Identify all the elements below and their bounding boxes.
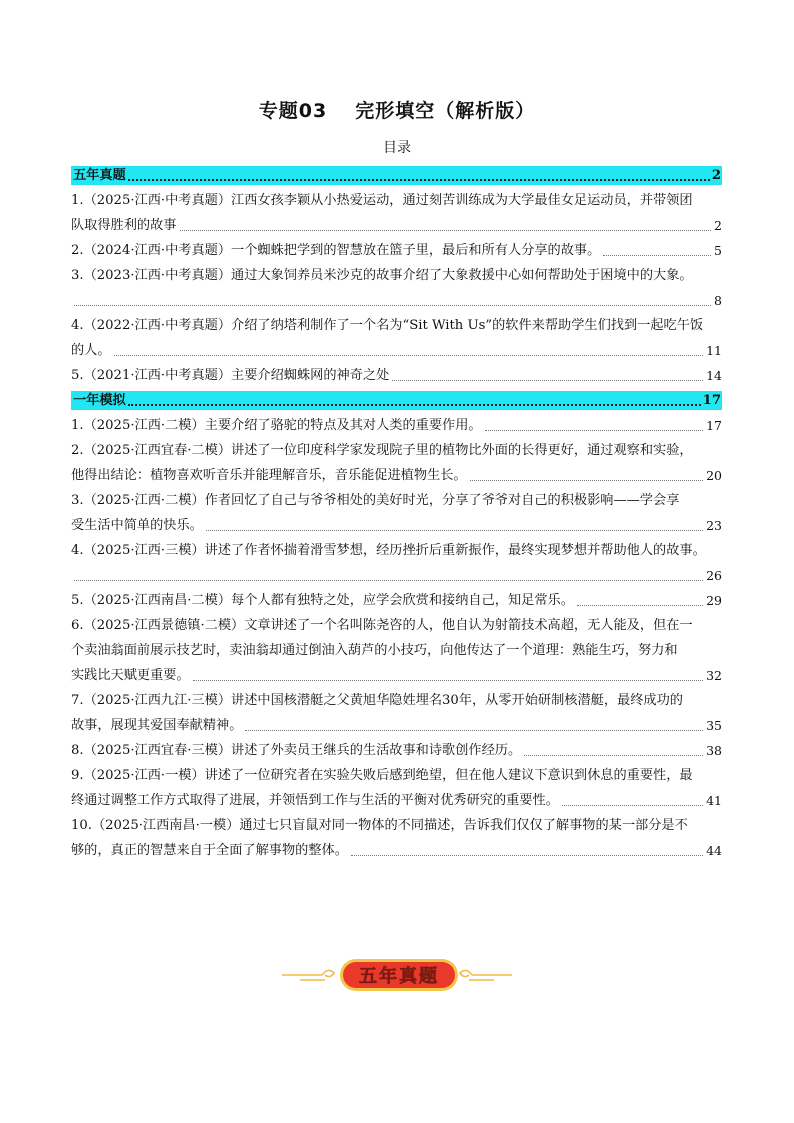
toc-entry-line: [71, 663, 722, 688]
toc-entry-line: [71, 363, 722, 388]
toc-entry-line: [71, 463, 722, 488]
toc-entry-page: 32: [706, 668, 722, 683]
toc-entry-page: 29: [706, 593, 722, 608]
toc-entry-page: 38: [706, 743, 722, 758]
toc-section-label: 一年模拟: [73, 393, 126, 408]
toc-leader: [128, 404, 701, 406]
toc-entry-text: 的人。: [71, 343, 111, 358]
toc-entry[interactable]: [71, 688, 722, 738]
toc-entry-line: [71, 638, 722, 663]
toc-entry-text: 队取得胜利的故事: [71, 218, 177, 233]
toc-entry-line: [71, 838, 722, 863]
toc-entry-page: 26: [706, 568, 722, 583]
toc-entry[interactable]: [71, 188, 722, 238]
toc-entry-line: [71, 538, 722, 563]
toc-entry-text: 3.（2025·江西·二模）作者回忆了自己与爷爷相处的美好时光，分享了爷爷对自己的积极影响——学会享: [71, 493, 680, 508]
toc-entry-line: [71, 438, 722, 463]
toc-leader: [351, 855, 703, 856]
toc-entry-text: 5.（2025·江西南昌·二模）每个人都有独特之处，应学会欣赏和接纳自己，知足常乐。: [71, 593, 574, 608]
toc-entry-text: 3.（2023·江西·中考真题）通过大象饲养员米沙克的故事介绍了大象救援中心如何帮助处于困境中的大象。: [71, 268, 693, 283]
toc-leader: [524, 755, 703, 756]
toc-entry-page: 11: [706, 343, 722, 358]
table-of-contents: [71, 163, 722, 863]
toc-entry-page: 35: [706, 718, 722, 733]
toc-leader: [562, 805, 703, 806]
ribbon-right-ornament: [460, 970, 512, 980]
toc-entry-text: 4.（2025·江西·三模）讲述了作者怀揣着滑雪梦想，经历挫折后重新振作，最终实现梦想并帮助他人的故事。: [71, 543, 706, 558]
toc-entry[interactable]: [71, 738, 722, 763]
toc-entry-line: [71, 563, 722, 588]
toc-entry[interactable]: [71, 538, 722, 588]
toc-entry-text: 6.（2025·江西景德镇·二模）文章讲述了一个名叫陈尧咨的人，他自认为射箭技术高超，无人能及，但在一: [71, 618, 693, 633]
page-title: [0, 96, 794, 123]
ribbon-text: 五年真题: [359, 966, 439, 987]
toc-entry-text: 够的，真正的智慧来自于全面了解事物的整体。: [71, 843, 348, 858]
toc-entry[interactable]: [71, 263, 722, 313]
toc-entry-line: [71, 413, 722, 438]
toc-entry-page: 5: [714, 243, 722, 258]
toc-entry-page: 41: [706, 793, 722, 808]
toc-entry-text: 2.（2024·江西·中考真题）一个蜘蛛把学到的智慧放在篮子里，最后和所有人分享的故事。: [71, 243, 601, 258]
toc-entry-line: [71, 288, 722, 313]
toc-entry[interactable]: [71, 413, 722, 438]
toc-leader: [485, 430, 704, 431]
toc-entry-line: [71, 488, 722, 513]
toc-entry-line: [71, 588, 722, 613]
toc-entry-text: 受生活中简单的快乐。: [71, 518, 203, 533]
toc-leader: [206, 530, 703, 531]
toc-entry-line: [71, 338, 722, 363]
toc-entry-page: 17: [706, 418, 722, 433]
toc-entry-line: [71, 813, 722, 838]
toc-entry-page: 2: [714, 218, 722, 233]
section-ribbon: [0, 955, 794, 995]
toc-entry-line: [71, 213, 722, 238]
toc-entry[interactable]: [71, 438, 722, 488]
toc-entry-text: 2.（2025·江西宜春·二模）讲述了一位印度科学家发现院子里的植物比外面的长得更好，通过观察和实验，: [71, 443, 693, 458]
toc-leader: [392, 380, 703, 381]
toc-section-2[interactable]: [71, 391, 722, 410]
toc-entry-text: 5.（2021·江西·中考真题）主要介绍蜘蛛网的神奇之处: [71, 368, 390, 383]
toc-entry-text: 1.（2025·江西·二模）主要介绍了骆驼的特点及其对人类的重要作用。: [71, 418, 482, 433]
toc-entry-page: 8: [714, 293, 722, 308]
toc-entry-text: 他得出结论：植物喜欢听音乐并能理解音乐，音乐能促进植物生长。: [71, 468, 467, 483]
toc-leader: [180, 230, 712, 231]
toc-entry-line: [71, 188, 722, 213]
toc-leader: [74, 580, 703, 581]
toc-leader: [114, 355, 704, 356]
toc-entry-line: [71, 763, 722, 788]
toc-entry-line: [71, 263, 722, 288]
toc-entry-line: [71, 313, 722, 338]
toc-leader: [245, 730, 703, 731]
toc-entry-page: 44: [706, 843, 722, 858]
toc-entry[interactable]: [71, 363, 722, 388]
toc-leader: [470, 480, 703, 481]
ribbon-left-ornament: [282, 970, 334, 980]
toc-entry-page: 20: [706, 468, 722, 483]
toc-heading: 目录: [383, 140, 411, 156]
toc-entry[interactable]: [71, 238, 722, 263]
toc-entry[interactable]: [71, 488, 722, 538]
toc-entry-text: 故事，展现其爱国奉献精神。: [71, 718, 243, 733]
toc-entry-text: 7.（2025·江西九江·三模）讲述中国核潜艇之父黄旭华隐姓埋名30年，从零开始研制核潜艇，最终成功的: [71, 693, 683, 708]
toc-entry-text: 个卖油翁面前展示技艺时，卖油翁却通过倒油入葫芦的小技巧，向他传达了一个道理：熟能生巧，努力和: [71, 643, 678, 658]
toc-entry-page: 14: [706, 368, 722, 383]
toc-section-page: 17: [702, 393, 721, 408]
toc-entry-text: 9.（2025·江西·一模）讲述了一位研究者在实验失败后感到绝望，但在他人建议下意识到休息的重要性，最: [71, 768, 693, 783]
toc-leader: [193, 680, 703, 681]
toc-entry[interactable]: [71, 588, 722, 613]
toc-section-label: 五年真题: [73, 168, 126, 183]
title-part2: 完形填空（解析版）: [355, 100, 536, 122]
toc-entry-text: 实践比天赋更重要。: [71, 668, 190, 683]
toc-leader: [74, 305, 711, 306]
toc-section-page: 2: [711, 168, 721, 183]
toc-leader: [603, 255, 711, 256]
toc-entry-line: [71, 713, 722, 738]
toc-leader: [128, 179, 710, 181]
toc-entry-text: 4.（2022·江西·中考真题）介绍了纳塔利制作了一个名为“Sit With Us”的软件来帮助学生们找到一起吃午饭: [71, 318, 704, 333]
toc-section-1[interactable]: [71, 166, 722, 185]
toc-entry-text: 8.（2025·江西宜春·三模）讲述了外卖员王继兵的生活故事和诗歌创作经历。: [71, 743, 522, 758]
toc-entry[interactable]: [71, 813, 722, 863]
toc-entry[interactable]: [71, 613, 722, 688]
toc-entry-line: [71, 688, 722, 713]
toc-entry-line: [71, 238, 722, 263]
toc-entry[interactable]: [71, 313, 722, 363]
toc-entry-text: 10.（2025·江西南昌·一模）通过七只盲鼠对同一物体的不同描述，告诉我们仅仅了解事物的某一部分是不: [71, 818, 688, 833]
toc-entry-line: [71, 788, 722, 813]
toc-entry[interactable]: [71, 763, 722, 813]
toc-entry-line: [71, 513, 722, 538]
title-part1: 专题03: [258, 100, 328, 122]
toc-entry-page: 23: [706, 518, 722, 533]
toc-entry-text: 终通过调整工作方式取得了进展，并领悟到工作与生活的平衡对优秀研究的重要性。: [71, 793, 559, 808]
toc-entry-line: [71, 613, 722, 638]
toc-leader: [577, 605, 703, 606]
toc-entry-line: [71, 738, 722, 763]
toc-entry-text: 1.（2025·江西·中考真题）江西女孩李颖从小热爱运动，通过刻苦训练成为大学最佳女足运动员，并带领团: [71, 193, 693, 208]
